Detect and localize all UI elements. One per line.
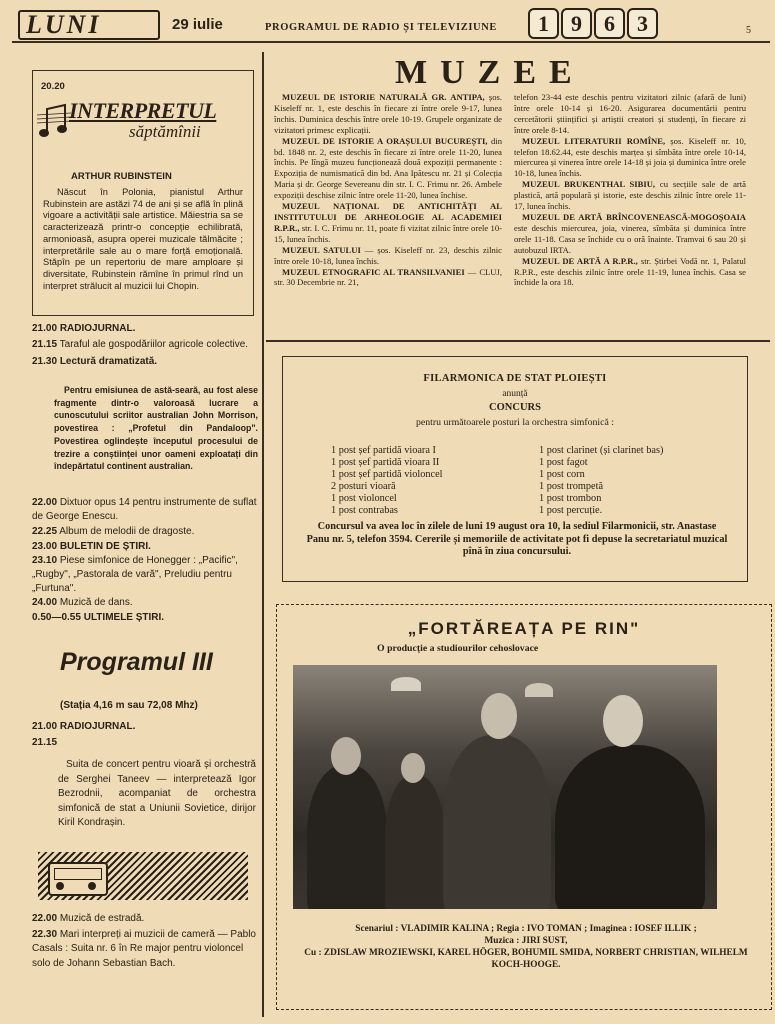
programul3-title: Programul III [60, 648, 213, 676]
post-item: 1 post clarinet (și clarinet bas) [539, 445, 664, 456]
post-item: 1 post șef partidă vioara I [331, 445, 436, 456]
filarmonica-title: FILARMONICA DE STAT PLOIEȘTI [423, 373, 607, 384]
program-item: 22.25 Album de melodii de dragoste. [32, 526, 195, 538]
post-item: 1 post corn [539, 468, 585, 480]
film-still-photo [293, 665, 717, 909]
post-item: 1 post șef partidă vioara II [331, 456, 440, 468]
programul3-list [32, 720, 258, 750]
post-item: 1 post trompetă [539, 480, 604, 492]
programul3-list-2 [32, 912, 260, 971]
filarmonica-anunta: anunță [502, 389, 528, 399]
museum-entry: MUZEUL DE ISTORIE NATURALĂ GR. ANTIPA, șos. Kiseleff nr. 1, este deschis în fiecare zi între orele 9-17, lunea închis. Duminica deschis între orele 10-19. Grupele organizate de vizitatori primesc explicații. [274, 92, 502, 135]
museum-entry: MUZEUL DE ISTORIE A ORAȘULUI BUCUREȘTI, din bd. 1848 nr. 2, este deschis în fiecare zi între orele 11-20, lunea închis. Pe lîngă muzeu funcționează două expoziții permanente : Expoziția de numismatică din bd. Ana Ipătescu nr. 21 și Colecția Maria și dr. George Severeanu din str. I. C. Frimu nr. 26. Ambele expoziții deschise zilnic între orele 11-20, lunea închise. [274, 135, 502, 201]
music-note-icon [37, 103, 71, 141]
header-logo [18, 10, 160, 40]
post-item: 1 post violoncel [331, 492, 397, 504]
program-item: 0.50—0.55 ULTIMELE ȘTIRI. [32, 611, 165, 623]
filarmonica-footer: Concursul va avea loc în zilele de luni 19 august ora 10, la sediul Filarmonicii, str. Anastase Panu nr. 5, telefon 3594. Cererile și memoriile de activitate pot fi depuse la secretariatul muzical pînă în ziua concursului. [306, 521, 728, 557]
museum-entry: telefon 23-44 este deschis pentru vizitatori zilnic (afară de luni) între orele 10-14 și 16-20. Asigurarea documentării pentru cercetătorii științifici și artiștii creatori și studenți, în fiecare zi între orele 8-14. [514, 92, 746, 135]
ceiling-lamp [391, 677, 421, 691]
lectura-description: Pentru emisiunea de astă-seară, au fost alese fragmente dintr-o valoroasă lucrare a cunoscutului scriitor australian John Morrison, povestirea : „Profetul din Pandaloop". Povestirea oglindește începutul procesului de trezire a conștiinței unor oameni exploatați din îndepărtatul continent australian. [54, 385, 258, 472]
program-item: 22.00 Muzică de estradă. [32, 913, 145, 924]
artist-name: ARTHUR RUBINSTEIN [71, 171, 172, 182]
film-title: „FORTĂREAȚA PE RIN" [407, 619, 641, 638]
film-subtitle: O producție a studiourilor cehoslovace [377, 643, 539, 654]
post-item: 1 post percuție. [539, 504, 603, 516]
muzee-title: MUZEE [395, 54, 585, 91]
program-item: 22.00 Dixtuor opus 14 pentru instrumente de suflat de George Enescu. [32, 497, 257, 523]
year-digit: 9 [561, 8, 592, 39]
program-item: 21.30 Lectură dramatizată. [32, 356, 158, 367]
program-item: 21.15 [32, 737, 58, 748]
programul3-subtitle: (Stația 4,16 m sau 72,08 Mhz) [60, 700, 198, 711]
museum-entry: MUZEUL NAȚIONAL DE ANTICHITĂȚI AL INSTITUTULUI DE ARHEOLOGIE AL ACADEMIEI R.P.R., str. I. C. Frimu nr. 11, poate fi vizitat zilnic între orele 10-15, lunea închis. [274, 201, 502, 244]
interpretul-box [32, 70, 254, 316]
post-item: 1 post fagot [539, 456, 588, 468]
program-list-1 [32, 322, 258, 369]
year-digit: 3 [627, 8, 658, 39]
museum-entry: MUZEUL LITERATURII ROMÎNE, șos. Kiseleff nr. 10, telefon 18.62.44, este deschis marțea și sîmbăta între orele 10-14, miercurea și vinerea între orele 14-18 și joia și duminica între orele 10-18, lunea închis. [514, 135, 746, 179]
credits-line: Cu : ZDISLAW MROZIEWSKI, KAREL HÖGER, BOHUMIL SMIDA, NORBERT CHRISTIAN, WILHELM KOCH-HOOGE. [304, 948, 748, 970]
header-rule [12, 41, 770, 43]
museum-entry: MUZEUL BRUKENTHAL SIBIU, cu secțiile sale de artă plastică, artă populară și istorie, este deschis zilnic între orele 11-17, lunea închis. [514, 179, 746, 212]
muzee-column-right [514, 92, 746, 288]
interpretul-title: INTERPRETUL [69, 98, 217, 123]
program-item: 23.00 BULETIN DE ȘTIRI. [32, 540, 151, 552]
ceiling-lamp [525, 683, 553, 697]
filarmonica-box [282, 356, 748, 582]
concurs-label: CONCURS [489, 402, 541, 413]
post-item: 2 posturi vioară [331, 480, 396, 492]
museum-entry: MUZEUL SATULUI — șos. Kiseleff nr. 23, deschis zilnic între orele 10-18, lunea închis. [274, 244, 502, 266]
program-item: 21.00 RADIOJURNAL. [32, 721, 136, 732]
program-item: 23.10 Piese simfonice de Honegger : „Pacific", „Rugby", „Pastorala de vară", Preludiu pentru „Furtuna". [32, 554, 238, 595]
radio-icon [48, 862, 108, 896]
interpretul-time: 20.20 [41, 81, 65, 92]
post-item: 1 post șef partidă violoncel [331, 468, 443, 480]
programul3-suite-text: Suita de concert pentru vioară și orchestră de Serghei Taneev — interpretează Igor Bezrodnii, acompaniat de orchestra simfonică de stat a Uniunii Sovietice, dirijor Kiril Kondrașin. [58, 759, 256, 829]
program-item: 21.00 RADIOJURNAL. [32, 323, 136, 334]
header-date: 29 iulie [172, 16, 223, 33]
muzee-column-left [274, 92, 502, 288]
muzee-bottom-rule [266, 340, 770, 342]
filarmonica-subtitle: pentru următoarele posturi la orchestra simfonică : [415, 417, 615, 428]
interpretul-text: Născut în Polonia, pianistul Arthur Rubinstein are astăzi 74 de ani și se află în plină vigoare a activității sale artistice. Măiestria sa se caracterizează printr-o concepție echilibrată, armonioasă, asupra operei muzicale tălmăcite ; interpretările sale au o mare forță emoțională. Stăpîn pe un repertoriu de mare amploare și diversitate, Rubinstein rămîne în primul rînd un interpret strălucit al muzicii lui Chopin. [43, 187, 243, 291]
page-number: 5 [746, 25, 751, 36]
museum-entry: MUZEUL ETNOGRAFIC AL TRANSILVANIEI — CLUJ, str. 30 Decembrie nr. 21, [274, 266, 502, 288]
program-item: 21.15 Taraful ale gospodăriilor agricole colective. [32, 339, 249, 350]
year-digit: 6 [594, 8, 625, 39]
program-item: 24.00 Muzică de dans. [32, 597, 133, 609]
program-item: 22.30 Mari interpreți ai muzicii de cameră — Pablo Casals : Suita nr. 6 în Re major pentru violoncel solo de Johann Sebastian Bach. [32, 928, 256, 969]
column-divider [262, 52, 264, 1017]
radio-illustration [38, 852, 248, 900]
posts-left-list [331, 445, 531, 516]
credits-line: Muzica : JIRI SUST, [484, 936, 568, 946]
interpretul-subtitle: săptămînii [129, 122, 201, 141]
header-title: PROGRAMUL DE RADIO ȘI TELEVIZIUNE [265, 22, 497, 33]
credits-line: Scenariul : VLADIMIR KALINA ; Regia : IVO TOMAN ; Imaginea : IOSEF ILLIK ; [355, 924, 697, 934]
museum-entry: MUZEUL DE ARTĂ BRÎNCOVENEASCĂ-MOGOȘOAIA este deschis miercurea, joia, vinerea, sîmbăta și duminica între orele 11-18. Casa se închide cu o oră înainte. Tramvai 6 sau 20 și autobuzul IRTA. [514, 211, 746, 255]
posts-right-list [539, 445, 739, 516]
header [0, 0, 775, 46]
logo-text: LUNI [26, 10, 102, 39]
year-badge [528, 8, 660, 39]
program-list-2 [32, 496, 258, 625]
post-item: 1 post contrabas [331, 504, 398, 516]
film-credits [293, 923, 759, 971]
year-digit: 1 [528, 8, 559, 39]
museum-entry: MUZEUL DE ARTĂ A R.P.R., str. Știrbei Vodă nr. 1, Palatul R.P.R., este deschis zilnic între orele 11-19, lunea închis. Casa se închide la ora 18. [514, 255, 746, 288]
film-section [276, 604, 772, 1010]
post-item: 1 post trombon [539, 492, 602, 504]
